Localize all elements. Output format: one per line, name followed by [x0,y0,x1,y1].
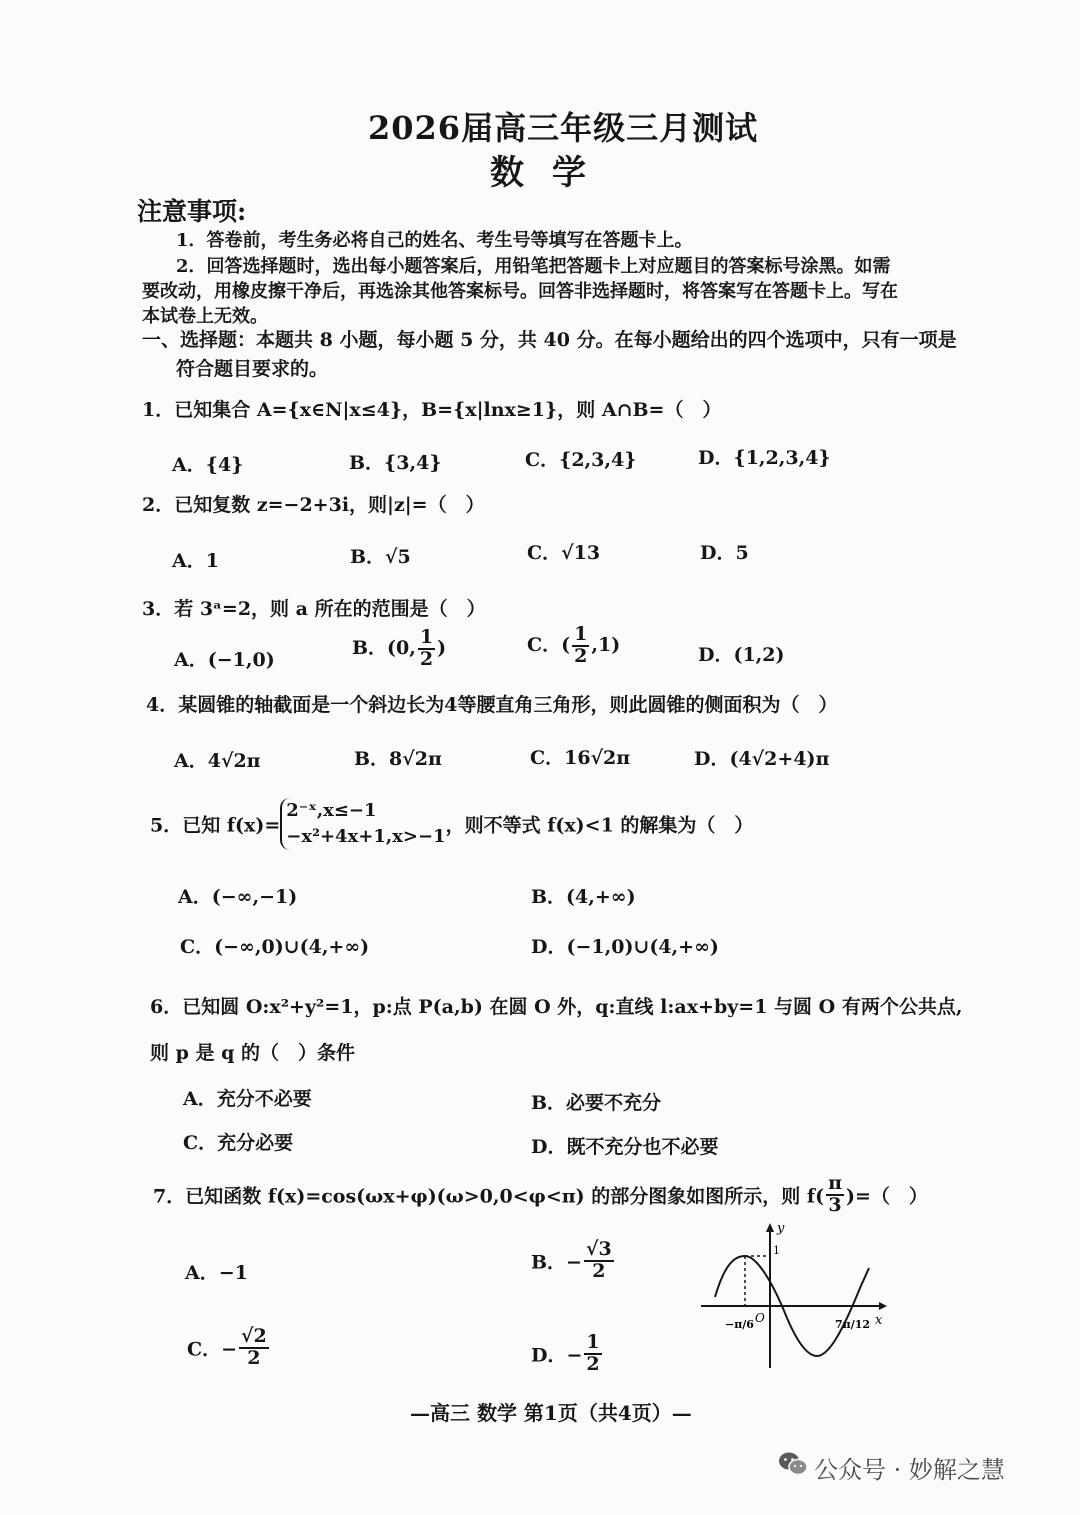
question-7-option-d-prefix: D．− [531,1344,583,1367]
question-2-option-b: B．√5 [350,546,411,568]
question-5-option-c: C．(−∞,0)∪(4,+∞) [180,936,370,958]
fraction-half [418,628,435,670]
question-4-option-b: B．8√2π [354,748,442,770]
fraction-denominator: 2 [574,644,588,667]
wechat-icon [778,1451,808,1477]
question-1-option-b: B．{3,4} [349,452,442,474]
question-6-option-a: A．充分不必要 [183,1088,312,1110]
question-3-option-b [352,628,446,670]
fraction-numerator: 1 [419,626,434,648]
fraction-denominator: 3 [828,1193,842,1216]
fraction-numerator: π [828,1172,842,1194]
question-4-option-a: A．4√2π [174,750,261,772]
question-3-option-d: D．(1,2) [698,644,785,666]
question-4-stem: 4．某圆锥的轴截面是一个斜边长为4等腰直角三角形，则此圆锥的侧面积为（ ） [146,694,838,716]
cosine-graph [695,1218,895,1373]
x-axis-arrow [879,1302,887,1310]
question-3-option-b-prefix: B．(0, [352,636,416,659]
y-axis-label: y [777,1221,785,1236]
question-5-option-a: A．(−∞,−1) [178,886,298,908]
question-2-option-c: C．√13 [527,542,601,564]
watermark-text: 公众号 · 妙解之慧 [814,1456,1005,1484]
question-4-option-c: C．16√2π [530,747,631,769]
question-5-prefix: 5．已知 f(x)= [150,814,281,837]
question-7-option-c-prefix: C．− [187,1338,238,1361]
question-3-option-c-prefix: C．( [527,633,571,656]
one-label: 1 [773,1244,780,1257]
section-1-line-2: 符合题目要求的。 [176,358,329,380]
piecewise-brace [280,798,445,850]
question-6-option-d: D．既不充分也不必要 [531,1136,719,1158]
question-2-option-d: D．5 [700,542,749,564]
question-7-option-b [531,1240,616,1282]
notice-heading: 注意事项: [137,197,247,226]
fraction-pi-over-3 [826,1174,844,1216]
fraction-half [572,625,589,667]
exam-title: 2026届高三年级三月测试 [368,109,759,147]
x-axis-label: x [875,1313,883,1328]
fraction-numerator: 1 [574,623,588,645]
question-6-line-2: 则 p 是 q 的（ ）条件 [150,1042,356,1064]
fraction-numerator: √3 [585,1238,612,1260]
question-5-option-b: B．(4,+∞) [531,886,636,908]
fraction-numerator: √2 [241,1325,267,1347]
question-1-option-c: C．{2,3,4} [525,449,637,471]
question-7-option-a: A．−1 [185,1262,248,1284]
question-2-stem: 2．已知复数 z=−2+3i，则|z|=（ ） [142,494,485,516]
question-7-stem [153,1174,928,1216]
notice-item-2-line-1: 2．回答选择题时，选出每小题答案后，用铅笔把答题卡上对应题目的答案标号涂黑。如需 [176,256,891,277]
piecewise-case-1: 2⁻ˣ,x≤−1 [286,800,377,821]
page-footer: —高三 数学 第1页（共4页）— [410,1401,692,1425]
fraction-one-over-2 [584,1333,601,1375]
piecewise-case-2: −x²+4x+1,x>−1 [286,826,446,848]
notice-item-1: 1．答卷前，考生务必将自己的姓名、考生号等填写在答题卡上。 [176,230,693,251]
y-axis-arrow [766,1223,774,1232]
question-3-option-b-suffix: ) [437,636,447,659]
question-3-option-a: A．(−1,0) [174,649,275,671]
left-tick-label: −π/6 [725,1318,754,1331]
question-7-option-d [531,1333,604,1375]
fraction-denominator: 2 [586,1352,600,1375]
question-1-option-d: D．{1,2,3,4} [698,447,831,469]
question-5-suffix: ，则不等式 f(x)<1 的解集为（ ） [445,814,754,837]
exam-subject: 数学 [490,153,614,193]
question-1-stem: 1．已知集合 A={x∈N|x≤4}，B={x|lnx≥1}，则 A∩B=（ ） [142,399,722,421]
question-1-option-a: A．{4} [172,454,244,476]
question-5-option-d: D．(−1,0)∪(4,+∞) [531,936,719,958]
question-5-stem [150,798,753,850]
question-7-option-b-prefix: B．− [531,1251,582,1274]
question-2-option-a: A．1 [172,550,219,572]
question-7-option-c [187,1327,271,1369]
fraction-denominator: 2 [592,1259,606,1282]
question-3-stem: 3．若 3ᵃ=2，则 a 所在的范围是（ ） [142,598,486,620]
question-6-option-c: C．充分必要 [183,1132,294,1154]
origin-label: O [755,1311,765,1325]
question-6-option-b: B．必要不充分 [531,1092,662,1114]
fraction-sqrt3-over-2 [584,1240,614,1282]
question-7-suffix: )=（ ） [845,1185,928,1208]
fraction-denominator: 2 [247,1346,261,1369]
right-tick-label: 7π/12 [835,1318,871,1331]
question-4-option-d: D．(4√2+4)π [694,748,830,770]
fraction-denominator: 2 [419,647,434,670]
notice-item-2-line-2: 要改动，用橡皮擦干净后，再选涂其他答案标号。回答非选择题时，将答案写在答题卡上。写在 [142,281,898,302]
question-7-prefix: 7．已知函数 f(x)=cos(ωx+φ)(ω>0,0<φ<π) 的部分图象如图所示，则 f( [153,1185,825,1208]
question-6-line-1: 6．已知圆 O:x²+y²=1，p:点 P(a,b) 在圆 O 外，q:直线 l:ax+by=1 与圆 O 有两个公共点, [150,996,963,1018]
fraction-numerator: 1 [586,1331,600,1353]
question-3-option-c-suffix: ,1) [591,633,621,656]
notice-item-2-line-3: 本试卷上无效。 [142,306,268,327]
section-1-line-1: 一、选择题：本题共 8 小题，每小题 5 分，共 40 分。在每小题给出的四个选项中，只有一项是 [142,329,957,351]
fraction-sqrt2-over-2 [239,1327,269,1369]
question-3-option-c [527,625,620,667]
